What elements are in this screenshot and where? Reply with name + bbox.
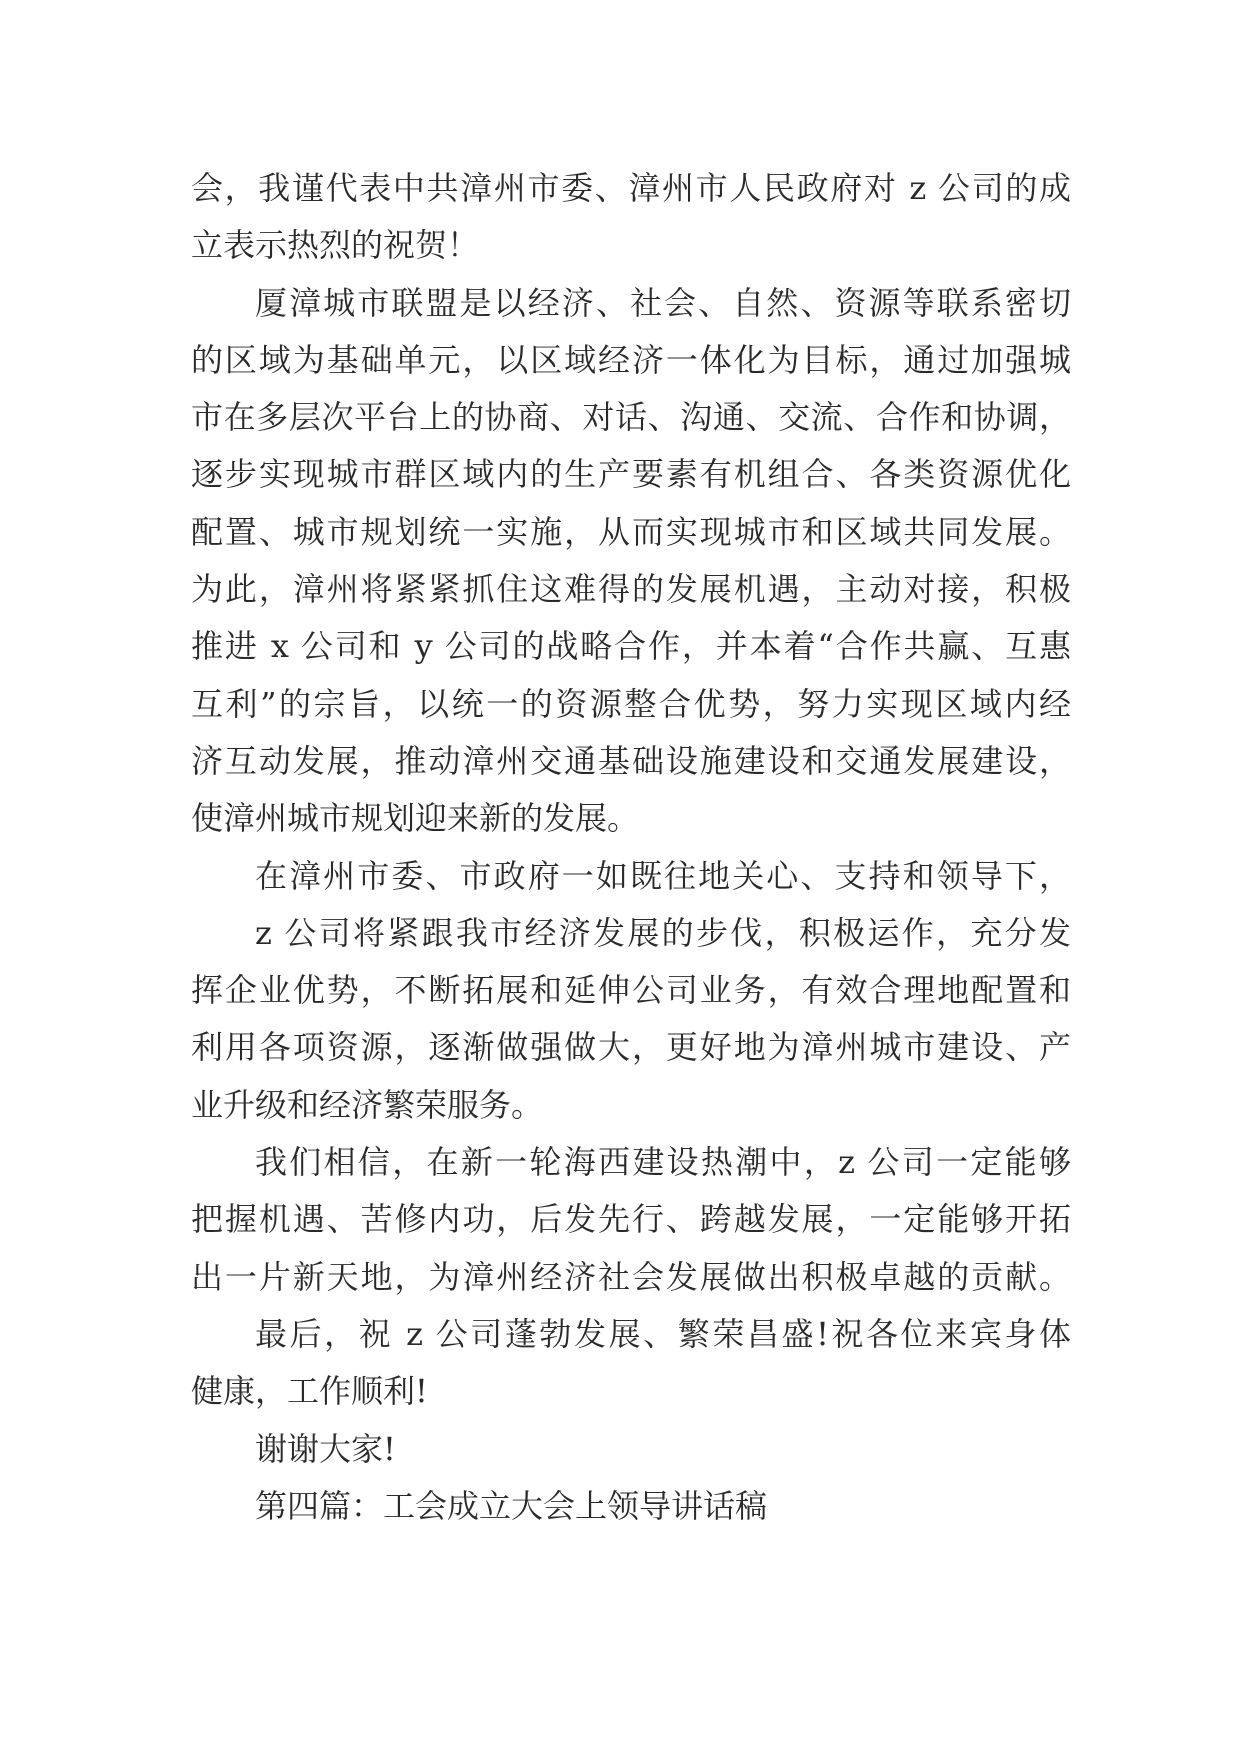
text-line: 挥企业优势，不断拓展和延伸公司业务，有效合理地配置和 bbox=[191, 971, 1071, 1010]
text-line: 为此，漳州将紧紧抓住这难得的发展机遇，主动对接，积极 bbox=[191, 570, 1071, 609]
text-line: 在漳州市委、市政府一如既往地关心、支持和领导下， bbox=[255, 856, 1071, 895]
text-line: 的区域为基础单元，以区域经济一体化为目标，通过加强城 bbox=[191, 340, 1071, 379]
text-line: 配置、城市规划统一实施，从而实现城市和区域共同发展。 bbox=[191, 512, 1071, 551]
document-body bbox=[191, 160, 1071, 1535]
text-line: 互利”的宗旨，以统一的资源整合优势，努力实现区域内经 bbox=[191, 684, 1071, 723]
text-line: 利用各项资源，逐渐做强做大，更好地为漳州城市建设、产 bbox=[191, 1028, 1071, 1067]
text-line: 出一片新天地，为漳州经济社会发展做出积极卓越的贡献。 bbox=[191, 1257, 1071, 1296]
text-line: 使漳州城市规划迎来新的发展。 bbox=[191, 799, 640, 838]
text-line: 逐步实现城市群区域内的生产要素有机组合、各类资源优化 bbox=[191, 455, 1071, 494]
text-line: 厦漳城市联盟是以经济、社会、自然、资源等联系密切 bbox=[255, 283, 1071, 322]
text-line: 谢谢大家! bbox=[255, 1429, 396, 1468]
text-line: 会，我谨代表中共漳州市委、漳州市人民政府对 z 公司的成 bbox=[191, 169, 1071, 207]
text-line: 推进 x 公司和 y 公司的战略合作，并本着“合作共赢、互惠 bbox=[191, 627, 1071, 666]
text-line: 我们相信，在新一轮海西建设热潮中，z 公司一定能够 bbox=[255, 1143, 1071, 1182]
text-line: 业升级和经济繁荣服务。 bbox=[191, 1085, 544, 1124]
text-line: z 公司将紧跟我市经济发展的步伐，积极运作，充分发 bbox=[255, 913, 1071, 952]
text-line: 济互动发展，推动漳州交通基础设施建设和交通发展建设， bbox=[191, 741, 1071, 780]
text-line: 最后，祝 z 公司蓬勃发展、繁荣昌盛!祝各位来宾身体 bbox=[255, 1314, 1071, 1353]
text-line: 第四篇：工会成立大会上领导讲话稿 bbox=[255, 1486, 768, 1525]
text-line: 把握机遇、苦修内功，后发先行、跨越发展，一定能够开拓 bbox=[191, 1200, 1071, 1239]
text-line: 市在多层次平台上的协商、对话、沟通、交流、合作和协调， bbox=[191, 398, 1071, 437]
text-line: 立表示热烈的祝贺！ bbox=[191, 226, 480, 265]
text-line: 健康，工作顺利! bbox=[191, 1372, 428, 1411]
